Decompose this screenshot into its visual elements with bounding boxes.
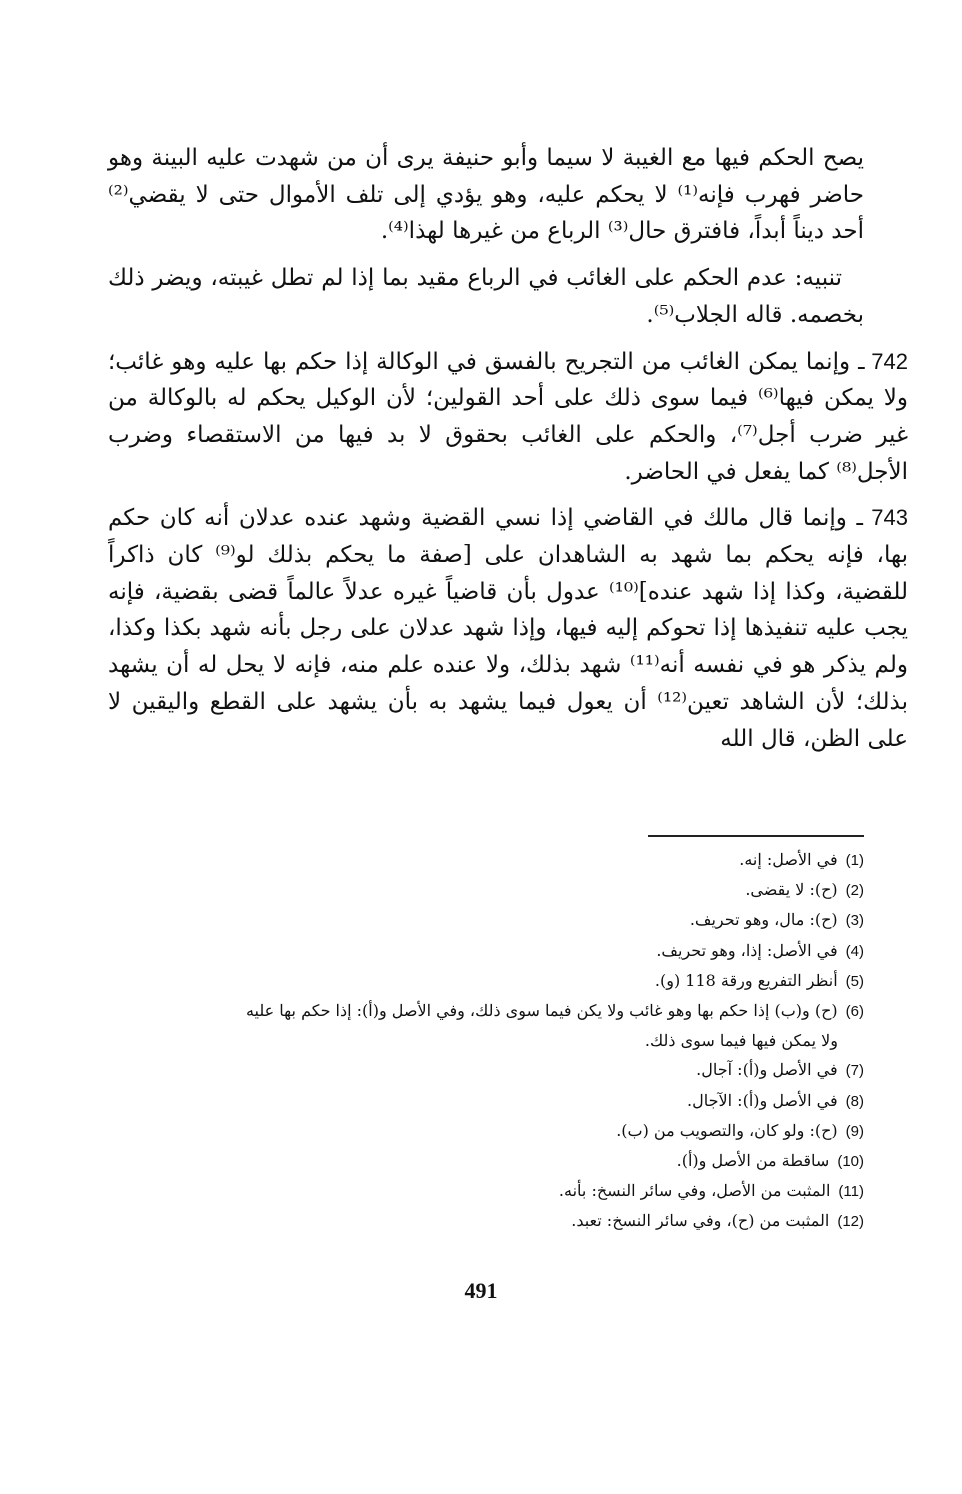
page-number: 491 [464, 1278, 498, 1303]
paragraph-1 [108, 140, 864, 250]
paragraph-742-text: وإنما يمكن الغائب من التجريح بالفسق في الوكالة إذا حكم بها عليه وهو غائب؛ ولا يمكن فيها⁽⁶⁾ فيما سوى ذلك على أحد القولين؛ لأن الوكيل يحكم له بالوكالة من غير ضرب أجل⁽⁷⁾، والحكم على الغائب بحقوق لا بد فيها من الاستقصاء وضرب الأجل⁽⁸⁾ كما يفعل في الحاضر. [108, 348, 908, 485]
footnote-4: (4)في الأصل: إذا، وهو تحريف. [656, 940, 864, 960]
footnote-12: (12)المثبت من (ح)، وفي سائر النسخ: تعبد. [571, 1211, 864, 1231]
paragraph-1-text: يصح الحكم فيها مع الغيبة لا سيما وأبو حنيفة يرى أن من شهدت عليه البينة وهو حاضر فهرب فإنه⁽¹⁾ لا يحكم عليه، وهو يؤدي إلى تلف الأموال حتى لا يقضي⁽²⁾ أحد ديناً أبداً، فافترق حال⁽³⁾ الرباع من غيرها لهذا⁽⁴⁾. [108, 145, 864, 245]
footnote-11: (11)المثبت من الأصل، وفي سائر النسخ: بأنه. [558, 1181, 864, 1201]
footnote-separator [648, 835, 864, 837]
paragraph-2-text: تنبيه: عدم الحكم على الغائب في الرباع مقيد بما إذا لم تطل غيبته، ويضر ذلك بخصمه. قاله الجلاب⁽⁵⁾. [108, 265, 864, 328]
footnote-6-continuation: ولا يمكن فيها فيما سوى ذلك. [644, 1031, 838, 1051]
footnote-8: (8)في الأصل و(أ): الآجال. [687, 1090, 864, 1110]
footnote-10: (10)ساقطة من الأصل و(أ). [676, 1151, 864, 1171]
paragraph-743 [108, 500, 908, 757]
paragraph-743-number: 743 ـ [856, 505, 909, 531]
footnote-1: (1)في الأصل: إنه. [739, 850, 864, 869]
paragraph-742 [108, 344, 908, 491]
paragraph-742-number: 742 ـ [858, 348, 909, 374]
main-text [108, 140, 909, 767]
paragraph-2-note [108, 260, 864, 333]
footnote-6: (6)(ح) و(ب) إذا حكم بها وهو غائب ولا يكن فيما سوى ذلك، وفي الأصل و(أ): إذا حكم بها عليه [245, 1001, 864, 1021]
footnotes [108, 845, 864, 1237]
paragraph-743-text: وإنما قال مالك في القاضي إذا نسي القضية وشهد عنده عدلان أنه كان حكم بها، فإنه يحكم بما شهد به الشاهدان على [صفة ما يحكم بذلك لو⁽⁹⁾ كان ذاكراً للقضية، وكذا إذا شهد عنده]⁽¹⁰⁾ عدول بأن قاضياً غيره عدلاً عالماً قضى بقضية، فإنه يجب عليه تنفيذها إذا تحوكم إليه فيها، وإذا شهد عدلان على رجل بأنه شهد بكذا وكذا، ولم يذكر هو في نفسه أنه⁽¹¹⁾ شهد بذلك، ولا عنده علم منه، فإنه لا يحل له أن يشهد بذلك؛ لأن الشاهد تعين⁽¹²⁾ أن يعول فيما يشهد به بأن يشهد على القطع واليقين لا على الظن، قال الله [108, 505, 908, 752]
footnote-5: (5)أنظر التفريع ورقة 118 (و). [654, 970, 864, 990]
footnote-2: (2)(ح): لا يقضى. [745, 880, 864, 900]
footnote-7: (7)في الأصل و(أ): آجال. [696, 1060, 864, 1080]
footnote-9: (9)(ح): ولو كان، والتصويب من (ب). [616, 1120, 864, 1140]
footnote-3: (3)(ح): مال، وهو تحريف. [689, 910, 864, 930]
